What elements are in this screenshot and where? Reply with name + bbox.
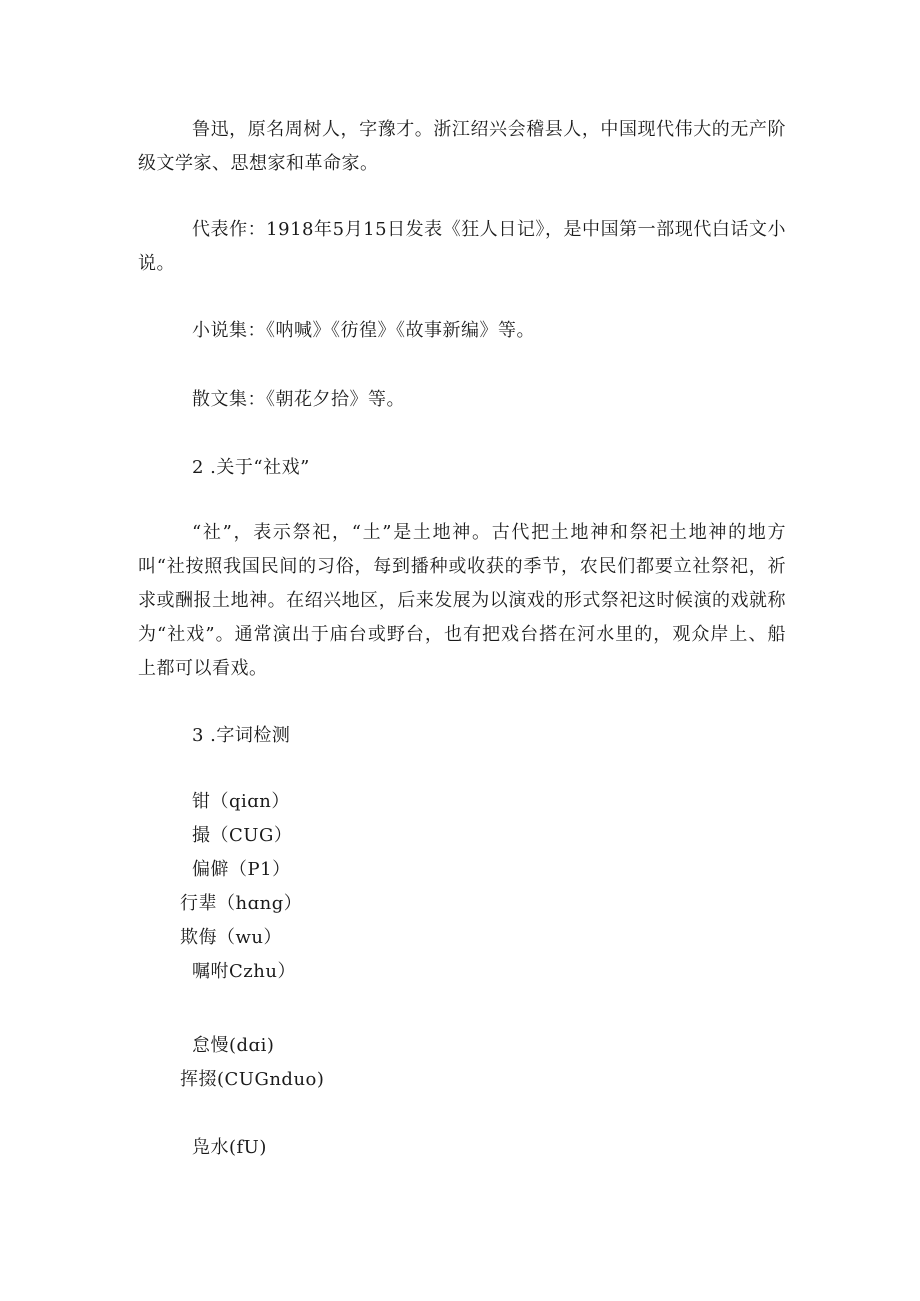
section-heading-2: 2 .关于“社戏” — [192, 457, 310, 478]
paragraph-novel-collections: 小说集：《呐喊》《彷徨》《故事新编》等。 — [192, 320, 535, 341]
vocab-item: 撮（CUG） — [192, 825, 293, 846]
paragraph-essay-collections: 散文集：《朝花夕拾》等。 — [192, 389, 405, 410]
vocab-item: 凫水(fU) — [192, 1137, 267, 1158]
vocab-item: 钳（qiɑn） — [192, 791, 290, 812]
paragraph-intro: 鲁迅，原名周树人，字豫才。浙江绍兴会稽县人，中国现代伟大的无产阶级文学家、思想家和革命家。 — [138, 119, 786, 174]
vocab-item: 偏僻（P1） — [192, 859, 291, 880]
vocab-item: 嘱咐Czhu） — [192, 961, 296, 982]
vocab-item: 欺侮（wu） — [180, 927, 282, 948]
vocab-item: 行辈（hɑng） — [180, 893, 303, 914]
vocab-item: 怠慢(dɑi) — [192, 1035, 275, 1056]
section-heading-3: 3 .字词检测 — [192, 725, 291, 746]
vocab-item: 挥掇(CUGnduo) — [180, 1069, 325, 1090]
paragraph-about-shexi: “社”，表示祭祀，“土”是土地神。古代把土地神和祭祀土地神的地方叫“社按照我国民间的习俗，每到播种或收获的季节，农民们都要立社祭祀，祈求或酬报土地神。在绍兴地区，后来发展为以演戏的形式祭祀这时候演的戏就称为“社戏”。通常演出于庙台或野台，也有把戏台搭在河水里的，观众岸上、船上都可以看戏。 — [138, 522, 786, 679]
paragraph-representative-works: 代表作：1918年5月15日发表《狂人日记》，是中国第一部现代白话文小说。 — [138, 219, 786, 274]
